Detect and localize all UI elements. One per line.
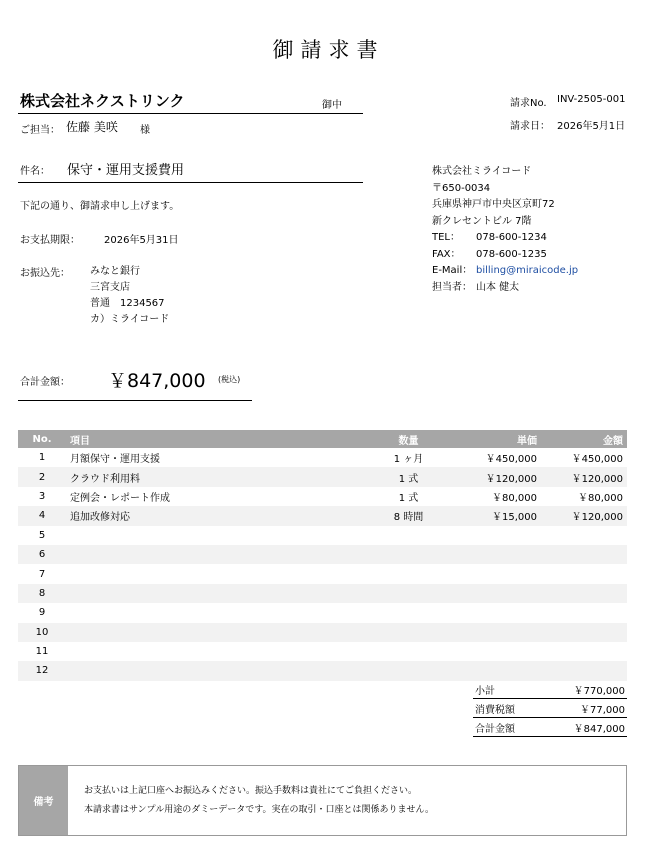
cell-item bbox=[66, 661, 366, 680]
cell-item: クラウド利用料 bbox=[66, 467, 366, 486]
bank-details bbox=[90, 264, 169, 328]
table-row bbox=[18, 526, 627, 545]
cell-unit-price bbox=[451, 584, 541, 603]
table-row bbox=[18, 661, 627, 680]
cell-no: 1 bbox=[38, 452, 46, 464]
cell-amount bbox=[541, 642, 627, 661]
bank-holder: カ）ミライコード bbox=[90, 314, 170, 325]
invoice-date-label: 請求日： bbox=[510, 121, 550, 132]
issuer-postal: 〒650-0034 bbox=[432, 182, 491, 194]
cell-qty bbox=[366, 642, 451, 661]
table-row bbox=[18, 467, 627, 486]
cell-unit-price bbox=[451, 545, 541, 564]
cell-item bbox=[66, 545, 366, 564]
cell-amount: ￥80,000 bbox=[578, 492, 623, 504]
subject-underline bbox=[18, 182, 363, 183]
table-row bbox=[18, 584, 627, 603]
contact-name: 佐藤 美咲 bbox=[66, 120, 118, 134]
subtotal-value: ￥770,000 bbox=[541, 680, 627, 699]
bank-account: 普通 1234567 bbox=[90, 298, 165, 309]
table-row bbox=[18, 506, 627, 525]
greeting-text: 下記の通り、御請求申し上げます。 bbox=[20, 201, 180, 212]
issuer-company: 株式会社ミライコード bbox=[432, 166, 532, 177]
issuer-address2: 新クレセントビル 7階 bbox=[432, 215, 532, 227]
invoice-no-label: 請求No. bbox=[510, 98, 547, 109]
fax-value: 078-600-1235 bbox=[476, 248, 547, 260]
contact-label: ご担当： bbox=[20, 125, 60, 136]
invoice-no: INV-2505-001 bbox=[557, 94, 626, 105]
subtotal-row bbox=[473, 680, 627, 699]
items-table bbox=[18, 430, 627, 681]
table-row bbox=[18, 603, 627, 622]
tax-label: 消費税額 bbox=[473, 699, 541, 718]
issuer-address1: 兵庫県神戸市中央区京町72 bbox=[432, 199, 555, 210]
cell-no: 11 bbox=[35, 646, 49, 658]
tax-row bbox=[473, 699, 627, 718]
invoice-date: 2026年5月1日 bbox=[557, 121, 626, 132]
cell-unit-price: ￥450,000 bbox=[485, 454, 537, 466]
cell-no: 6 bbox=[18, 545, 66, 564]
table-row bbox=[18, 448, 627, 467]
cell-qty bbox=[366, 584, 451, 603]
grand-total-label: 合計金額 bbox=[473, 718, 541, 737]
cell-unit-price bbox=[451, 642, 541, 661]
cell-no: 10 bbox=[18, 623, 66, 642]
grand-total-value: ￥847,000 bbox=[541, 718, 627, 737]
header-unit-price: 単価 bbox=[451, 430, 541, 448]
cell-amount bbox=[541, 564, 627, 583]
contact-suffix: 様 bbox=[140, 125, 150, 136]
total-amount: ￥847,000 bbox=[108, 370, 206, 392]
cell-amount bbox=[541, 623, 627, 642]
total-tax-note: (税込) bbox=[218, 375, 241, 384]
remarks-line-2: 本請求書はサンプル用途のダミーデータです。実在の取引・口座とは関係ありません。 bbox=[84, 805, 435, 815]
cell-no: 4 bbox=[18, 506, 66, 525]
table-row bbox=[18, 642, 627, 661]
cell-item: 月額保守・運用支援 bbox=[70, 454, 160, 466]
cell-qty bbox=[366, 564, 451, 583]
cell-qty bbox=[366, 526, 451, 545]
cell-amount bbox=[541, 661, 627, 680]
cell-qty: 8 時間 bbox=[366, 506, 451, 525]
cell-item bbox=[66, 623, 366, 642]
cell-amount bbox=[541, 603, 627, 622]
rep-label: 担当者： bbox=[432, 281, 472, 293]
cell-no: 2 bbox=[18, 467, 66, 486]
cell-unit-price: ￥15,000 bbox=[451, 506, 541, 525]
remarks-box bbox=[18, 765, 627, 836]
cell-item bbox=[66, 564, 366, 583]
bank-branch: 三宮支店 bbox=[90, 282, 130, 293]
cell-item bbox=[66, 584, 366, 603]
document-title: 御請求書 bbox=[272, 38, 385, 62]
client-honorific: 御中 bbox=[322, 100, 342, 111]
summary-table bbox=[473, 680, 627, 737]
header-amount: 金額 bbox=[541, 430, 627, 448]
fax-label: FAX： bbox=[432, 248, 461, 260]
cell-unit-price: ￥80,000 bbox=[492, 492, 537, 504]
remarks-body bbox=[84, 782, 434, 820]
cell-qty bbox=[366, 603, 451, 622]
table-row bbox=[18, 545, 627, 564]
cell-amount bbox=[541, 584, 627, 603]
cell-amount bbox=[541, 526, 627, 545]
cell-no: 7 bbox=[38, 568, 46, 580]
cell-item bbox=[66, 642, 366, 661]
total-label: 合計金額： bbox=[20, 377, 70, 388]
cell-amount: ￥120,000 bbox=[541, 506, 627, 525]
cell-qty bbox=[366, 623, 451, 642]
cell-qty bbox=[366, 661, 451, 680]
grand-total-row bbox=[473, 718, 627, 737]
deadline-value: 2026年5月31日 bbox=[104, 235, 179, 246]
email-link[interactable]: billing@miraicode.jp bbox=[476, 265, 579, 276]
subject-label: 件名： bbox=[20, 166, 50, 177]
bank-name: みなと銀行 bbox=[90, 266, 140, 277]
cell-unit-price bbox=[451, 661, 541, 680]
client-underline bbox=[18, 113, 363, 114]
cell-no: 9 bbox=[38, 607, 46, 619]
cell-unit-price: ￥120,000 bbox=[451, 467, 541, 486]
table-row bbox=[18, 623, 627, 642]
subtotal-label: 小計 bbox=[473, 680, 541, 699]
cell-amount: ￥450,000 bbox=[571, 454, 623, 466]
cell-no: 3 bbox=[38, 490, 46, 502]
table-header-row bbox=[18, 430, 627, 448]
deadline-label: お支払期限： bbox=[20, 235, 80, 246]
cell-no: 5 bbox=[38, 529, 46, 541]
cell-qty: 1 式 bbox=[398, 492, 419, 504]
rep-value: 山本 健太 bbox=[476, 281, 520, 293]
cell-no: 12 bbox=[18, 661, 66, 680]
tel-value: 078-600-1234 bbox=[476, 232, 547, 243]
email-label: E-Mail： bbox=[432, 265, 473, 276]
remarks-label: 備考 bbox=[19, 766, 68, 835]
cell-item: 定例会・レポート作成 bbox=[70, 492, 170, 504]
cell-no: 8 bbox=[18, 584, 66, 603]
issuer-block bbox=[432, 164, 578, 296]
client-name: 株式会社ネクストリンク bbox=[20, 92, 185, 110]
subject-value: 保守・運用支援費用 bbox=[67, 163, 185, 178]
remarks-line-1: お支払いは上記口座へお振込みください。振込手数料は貴社にてご負担ください。 bbox=[84, 786, 418, 796]
tel-label: TEL： bbox=[432, 232, 460, 243]
tax-value: ￥77,000 bbox=[541, 699, 627, 718]
bank-label: お振込先： bbox=[20, 268, 70, 279]
cell-qty bbox=[366, 545, 451, 564]
table-row bbox=[18, 564, 627, 583]
cell-unit-price bbox=[451, 603, 541, 622]
cell-amount bbox=[541, 545, 627, 564]
total-underline bbox=[18, 400, 252, 401]
cell-item bbox=[66, 526, 366, 545]
table-row bbox=[18, 487, 627, 506]
header-item: 項目 bbox=[66, 430, 366, 448]
cell-unit-price bbox=[451, 526, 541, 545]
cell-amount: ￥120,000 bbox=[541, 467, 627, 486]
cell-item: 追加改修対応 bbox=[66, 506, 366, 525]
cell-qty: 1 式 bbox=[366, 467, 451, 486]
cell-unit-price bbox=[451, 623, 541, 642]
header-qty: 数量 bbox=[366, 430, 451, 448]
cell-unit-price bbox=[451, 564, 541, 583]
cell-item bbox=[66, 603, 366, 622]
header-no: No. bbox=[18, 430, 66, 448]
cell-qty: 1 ヶ月 bbox=[393, 454, 424, 466]
